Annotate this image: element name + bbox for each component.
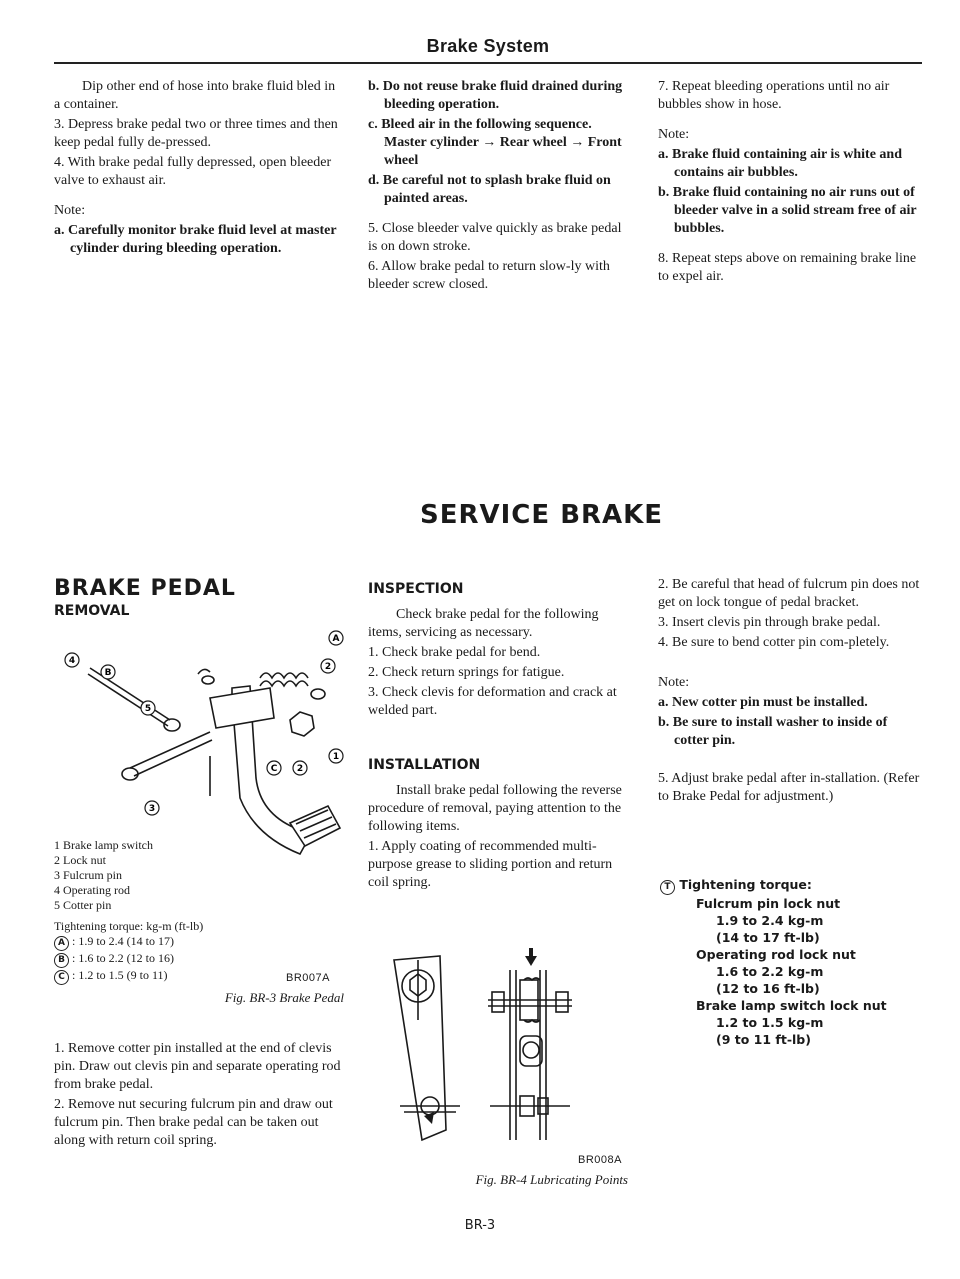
legend-item: 4 Operating rod <box>54 883 130 897</box>
svg-text:4: 4 <box>68 656 76 666</box>
fig-br3-caption: Fig. BR-3 Brake Pedal <box>224 990 344 1005</box>
torque-item-imperial: (12 to 16 ft-lb) <box>716 981 820 996</box>
installation-step-1: 1. Apply coating of recommended multi-purpose grease to sliding portion and return coil spring. <box>368 839 613 890</box>
note-b-reuse: b. Do not reuse brake fluid drained during bleeding operation. <box>368 79 623 112</box>
brake-pedal-section <box>54 576 344 628</box>
legend-item: 2 Lock nut <box>54 853 106 867</box>
inspection-section <box>368 576 632 722</box>
svg-text:2: 2 <box>296 764 304 774</box>
torque-heading-row <box>660 876 922 895</box>
paragraph-dip-hose: Dip other end of hose into brake fluid bled in a container. <box>54 79 336 112</box>
callout-b-icon: B <box>54 953 69 968</box>
installation-section <box>368 752 632 894</box>
torque-a-value: : 1.9 to 2.4 (14 to 17) <box>72 934 174 948</box>
brake-pedal-heading: BRAKE PEDAL <box>54 576 236 601</box>
page-title: Brake System <box>426 36 550 56</box>
callout-a-icon: A <box>54 936 69 951</box>
page-number: BR-3 <box>464 1218 496 1233</box>
column-3-top <box>658 78 922 288</box>
torque-a-row <box>54 934 254 951</box>
legend-item: 1 Brake lamp switch <box>54 838 153 852</box>
note-c-sequence: c. Bleed air in the following sequence. Master cylinder → Rear wheel → Front wheel <box>368 117 622 168</box>
installation-step-2: 2. Be careful that head of fulcrum pin does not get on lock tongue of pedal bracket. <box>658 577 920 610</box>
torque-c-value: : 1.2 to 1.5 (9 to 11) <box>72 968 168 982</box>
note-a-monitor: a. Carefully monitor brake fluid level at master cylinder during bleeding operation. <box>54 223 337 256</box>
removal-heading: REMOVAL <box>54 603 130 619</box>
fig-br4-code: BR008A <box>578 1154 622 1166</box>
svg-text:1: 1 <box>332 752 340 762</box>
installation-intro: Install brake pedal following the reverse procedure of removal, paying attention to the following items. <box>368 783 622 834</box>
torque-item-metric: 1.6 to 2.2 kg-m <box>716 964 824 979</box>
inspection-item-3: 3. Check clevis for deformation and crack at welded part. <box>368 685 617 718</box>
torque-item-metric: 1.2 to 1.5 kg-m <box>716 1015 824 1030</box>
torque-c-row <box>54 968 254 985</box>
inspection-item-1: 1. Check brake pedal for bend. <box>368 645 541 660</box>
installation-step-4: 4. Be sure to bend cotter pin com-pletely. <box>658 635 890 650</box>
note-a-air-white: a. Brake fluid containing air is white and contains air bubbles. <box>658 147 903 180</box>
note-b-solid-stream: b. Brake fluid containing no air runs out of bleeder valve in a solid stream free of air bubbles. <box>658 185 917 236</box>
torque-item-name: Brake lamp switch lock nut <box>696 998 887 1013</box>
note-label: Note: <box>658 675 690 690</box>
note-label: Note: <box>658 127 690 142</box>
svg-text:5: 5 <box>144 704 152 714</box>
column-3-bottom <box>658 576 922 808</box>
svg-text:B: B <box>104 668 112 678</box>
legend-item: 5 Cotter pin <box>54 898 112 912</box>
torque-heading: Tightening torque: <box>679 877 812 892</box>
inspection-heading: INSPECTION <box>368 581 464 597</box>
step-5-close-valve: 5. Close bleeder valve quickly as brake pedal is on down stroke. <box>368 221 622 254</box>
torque-item-name: Operating rod lock nut <box>696 947 856 962</box>
header-rule <box>54 62 922 64</box>
step-4-open-valve: 4. With brake pedal fully depressed, open bleeder valve to exhaust air. <box>54 155 332 188</box>
column-2-top <box>368 78 634 296</box>
svg-text:3: 3 <box>148 804 156 814</box>
step-6-return-pedal: 6. Allow brake pedal to return slow-ly with bleeder screw closed. <box>368 259 610 292</box>
step-8-repeat-lines: 8. Repeat steps above on remaining brake line to expel air. <box>658 251 917 284</box>
torque-item-imperial: (9 to 11 ft-lb) <box>716 1032 811 1047</box>
section-title: SERVICE BRAKE <box>420 500 664 530</box>
tightening-torque-block <box>660 876 922 1048</box>
removal-step-2: 2. Remove nut securing fulcrum pin and draw out fulcrum pin. Then brake pedal can be taken out along with return coil spring. <box>54 1097 333 1148</box>
note-label: Note: <box>54 203 86 218</box>
inspection-intro: Check brake pedal for the following items, servicing as necessary. <box>368 607 599 640</box>
svg-text:A: A <box>332 634 340 644</box>
note-a-new-cotter: a. New cotter pin must be installed. <box>658 695 868 710</box>
torque-t-icon: T <box>660 880 675 895</box>
fig-br4-caption: Fig. BR-4 Lubricating Points <box>475 1172 628 1187</box>
svg-text:C: C <box>270 764 278 774</box>
brake-pedal-diagram <box>60 628 350 858</box>
fig-br3-legend <box>54 838 254 985</box>
note-b-washer: b. Be sure to install washer to inside of cotter pin. <box>658 715 888 748</box>
torque-units-label: Tightening torque: kg-m (ft-lb) <box>54 919 204 933</box>
inspection-item-2: 2. Check return springs for fatigue. <box>368 665 565 680</box>
legend-item: 3 Fulcrum pin <box>54 868 122 882</box>
installation-step-5: 5. Adjust brake pedal after in-stallation. (Refer to Brake Pedal for adjustment.) <box>658 771 920 804</box>
callout-c-icon: C <box>54 970 69 985</box>
step-7-repeat: 7. Repeat bleeding operations until no air bubbles show in hose. <box>658 79 890 112</box>
installation-step-3: 3. Insert clevis pin through brake pedal. <box>658 615 881 630</box>
lubricating-points-diagram <box>380 940 630 1150</box>
note-d-splash: d. Be careful not to splash brake fluid on painted areas. <box>368 173 611 206</box>
removal-steps <box>54 1040 344 1152</box>
torque-item-imperial: (14 to 17 ft-lb) <box>716 930 820 945</box>
installation-heading: INSTALLATION <box>368 757 481 773</box>
torque-item-name: Fulcrum pin lock nut <box>696 896 841 911</box>
page-header <box>54 36 922 57</box>
torque-b-value: : 1.6 to 2.2 (12 to 16) <box>72 951 174 965</box>
torque-b-row <box>54 951 254 968</box>
removal-step-1: 1. Remove cotter pin installed at the end of clevis pin. Draw out clevis pin and separate operating rod from brake pedal. <box>54 1041 341 1092</box>
fig-br3-code: BR007A <box>286 972 330 984</box>
svg-text:2: 2 <box>324 662 332 672</box>
column-1-top <box>54 78 342 260</box>
step-3-depress: 3. Depress brake pedal two or three times and then keep pedal fully de-pressed. <box>54 117 338 150</box>
torque-item-metric: 1.9 to 2.4 kg-m <box>716 913 824 928</box>
